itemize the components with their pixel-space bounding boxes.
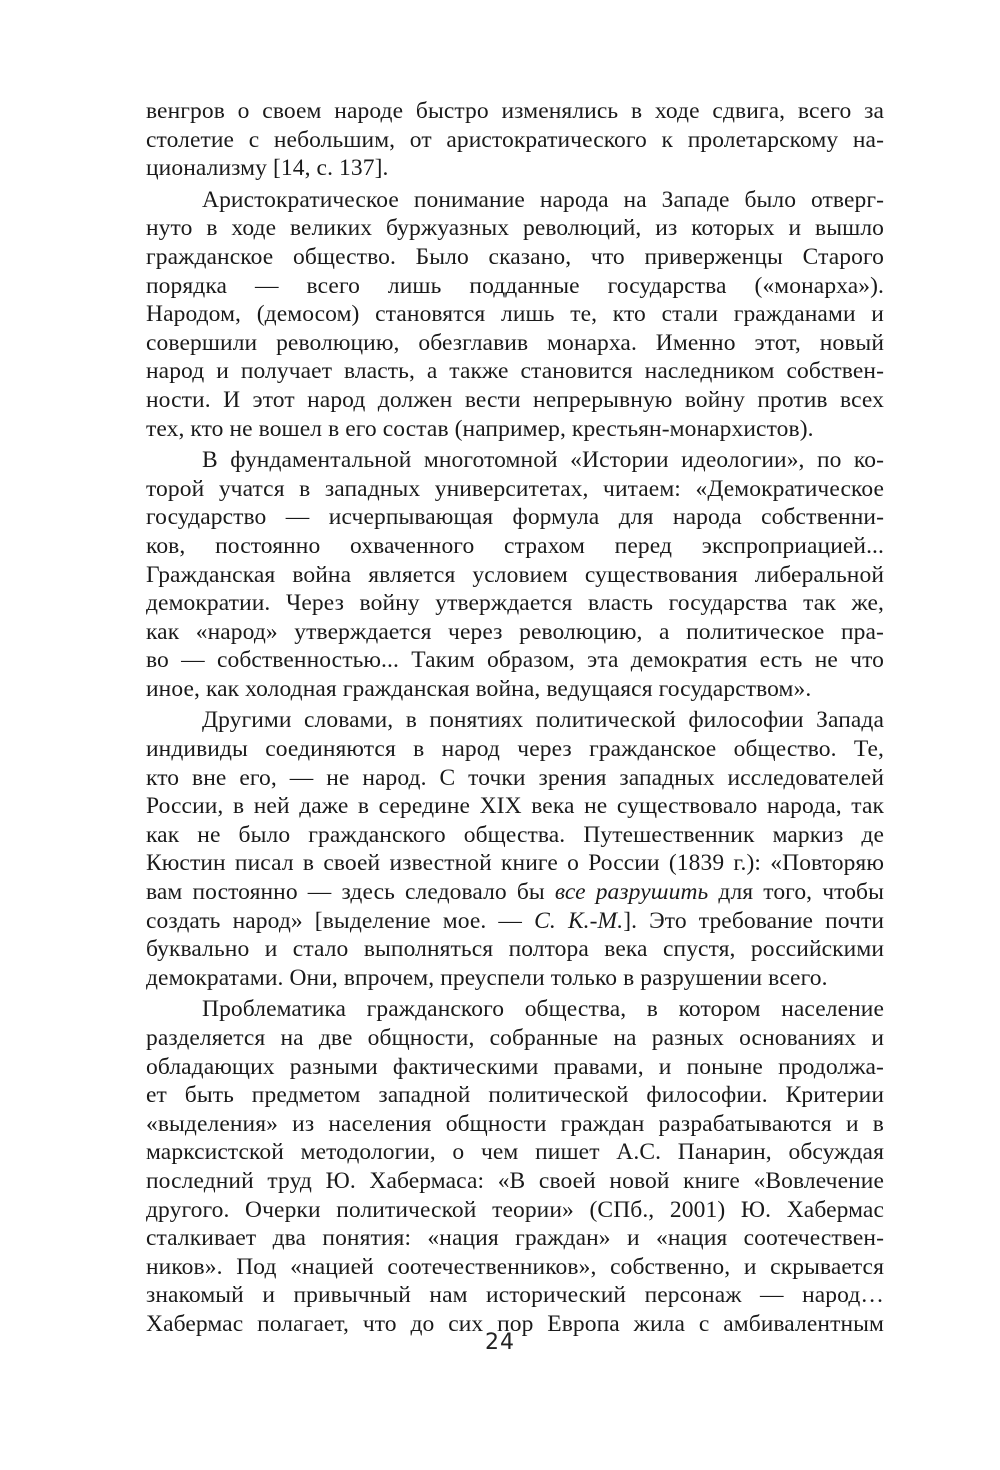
- text-line: индивиды соединяются в народ через гражданское общество. Те,: [146, 736, 884, 763]
- text-line: ников». Под «нацией соотечественников», собственно, и скрывается: [146, 1253, 884, 1280]
- text-line: тех, кто не вошел в его состав (например, крестьян-монархистов).: [146, 415, 814, 442]
- text-line: как «народ» утверждается через революцию, а политическое пра-: [146, 618, 884, 645]
- text-line: демократами. Они, впрочем, преуспели только в разрушении всего.: [146, 964, 828, 991]
- text-line: ет быть предметом западной политической философии. Критерии: [146, 1082, 884, 1109]
- text-line: создать народ» [выделение мое. — С. К.-М.]. Это требование почти: [146, 907, 884, 934]
- text-line: В фундаментальной многотомной «Истории идеологии», по ко-: [202, 447, 884, 474]
- text-line: Аристократическое понимание народа на Западе было отверг-: [202, 186, 884, 213]
- text-line: народ и получает власть, а также становится наследником собствен-: [146, 358, 884, 385]
- text-line: ков, постоянно охваченного страхом перед экспроприацией...: [146, 532, 884, 559]
- text-line: сталкивает два понятия: «нация граждан» и «нация соотечествен-: [146, 1225, 884, 1252]
- text-line: Народом, (демосом) становятся лишь те, кто стали гражданами и: [146, 301, 884, 328]
- text-line: порядка — всего лишь подданные государства («монарха»).: [146, 272, 884, 299]
- text-line: во — собственностью... Таким образом, эта демократия есть не что: [146, 647, 884, 674]
- emphasis-text: С. К.-М.: [534, 907, 624, 934]
- text-line: Гражданская война является условием существования либеральной: [146, 561, 884, 588]
- text-line: Другими словами, в понятиях политической философии Запада: [202, 707, 884, 734]
- text-line: нуто в ходе великих буржуазных революций, из которых и вышло: [146, 215, 884, 242]
- text-line: буквально и стало выполняться полтора века спустя, российскими: [146, 936, 884, 963]
- text-line: знакомый и привычный нам исторический персонаж — народ…: [146, 1282, 884, 1309]
- document-body: [146, 97, 884, 1339]
- text-line: «выделения» из населения общности граждан разрабатываются и в: [146, 1110, 884, 1137]
- text-line: столетие с небольшим, от аристократического к пролетарскому на-: [146, 126, 884, 153]
- text-line: России, в ней даже в середине XIX века не существовало народа, так: [146, 793, 884, 820]
- text-line: обладающих разными фактическими правами, и поныне продолжа-: [146, 1053, 884, 1080]
- page-number: 24: [485, 1330, 515, 1355]
- text-line: другого. Очерки политической теории» (СПб., 2001) Ю. Хабермас: [146, 1196, 884, 1223]
- text-line: как не было гражданского общества. Путешественник маркиз де: [146, 821, 884, 848]
- text-line: последний труд Ю. Хабермаса: «В своей новой книге «Вовлечение: [146, 1167, 884, 1194]
- text-line: ности. И этот народ должен вести непрерывную войну против всех: [146, 386, 884, 413]
- text-line: венгров о своем народе быстро изменялись в ходе сдвига, всего за: [146, 98, 884, 124]
- text-line: демократии. Через войну утверждается власть государства так же,: [146, 590, 884, 617]
- text-line: Проблематика гражданского общества, в котором население: [202, 996, 884, 1023]
- text-line: иное, как холодная гражданская война, ведущаяся государством».: [146, 675, 812, 702]
- text-line: разделяется на две общности, собранные на разных основаниях и: [146, 1025, 884, 1051]
- text-line: марксистской методологии, о чем пишет А.С. Панарин, обсуждая: [146, 1139, 884, 1166]
- text-line: торой учатся в западных университетах, читаем: «Демократическое: [146, 475, 884, 502]
- text-line: совершили революцию, обезглавив монарха. Именно этот, новый: [146, 329, 884, 356]
- text-line: Хабермас полагает, что до сих пор Европа жила с амбивалентным: [146, 1310, 884, 1337]
- text-line: Кюстин писал в своей известной книге о России (1839 г.): «Повторяю: [146, 850, 884, 877]
- emphasis-text: все разрушить: [554, 879, 709, 906]
- text-line: ционализму [14, с. 137].: [146, 155, 389, 182]
- text-line: кто вне его, — не народ. С точки зрения западных исследователей: [146, 764, 884, 791]
- text-line: вам постоянно — здесь следовало бы все разрушить для того, чтобы: [146, 879, 885, 906]
- text-line: государство — исчерпывающая формула для народа собственни-: [146, 504, 884, 531]
- text-line: гражданское общество. Было сказано, что приверженцы Старого: [146, 243, 884, 270]
